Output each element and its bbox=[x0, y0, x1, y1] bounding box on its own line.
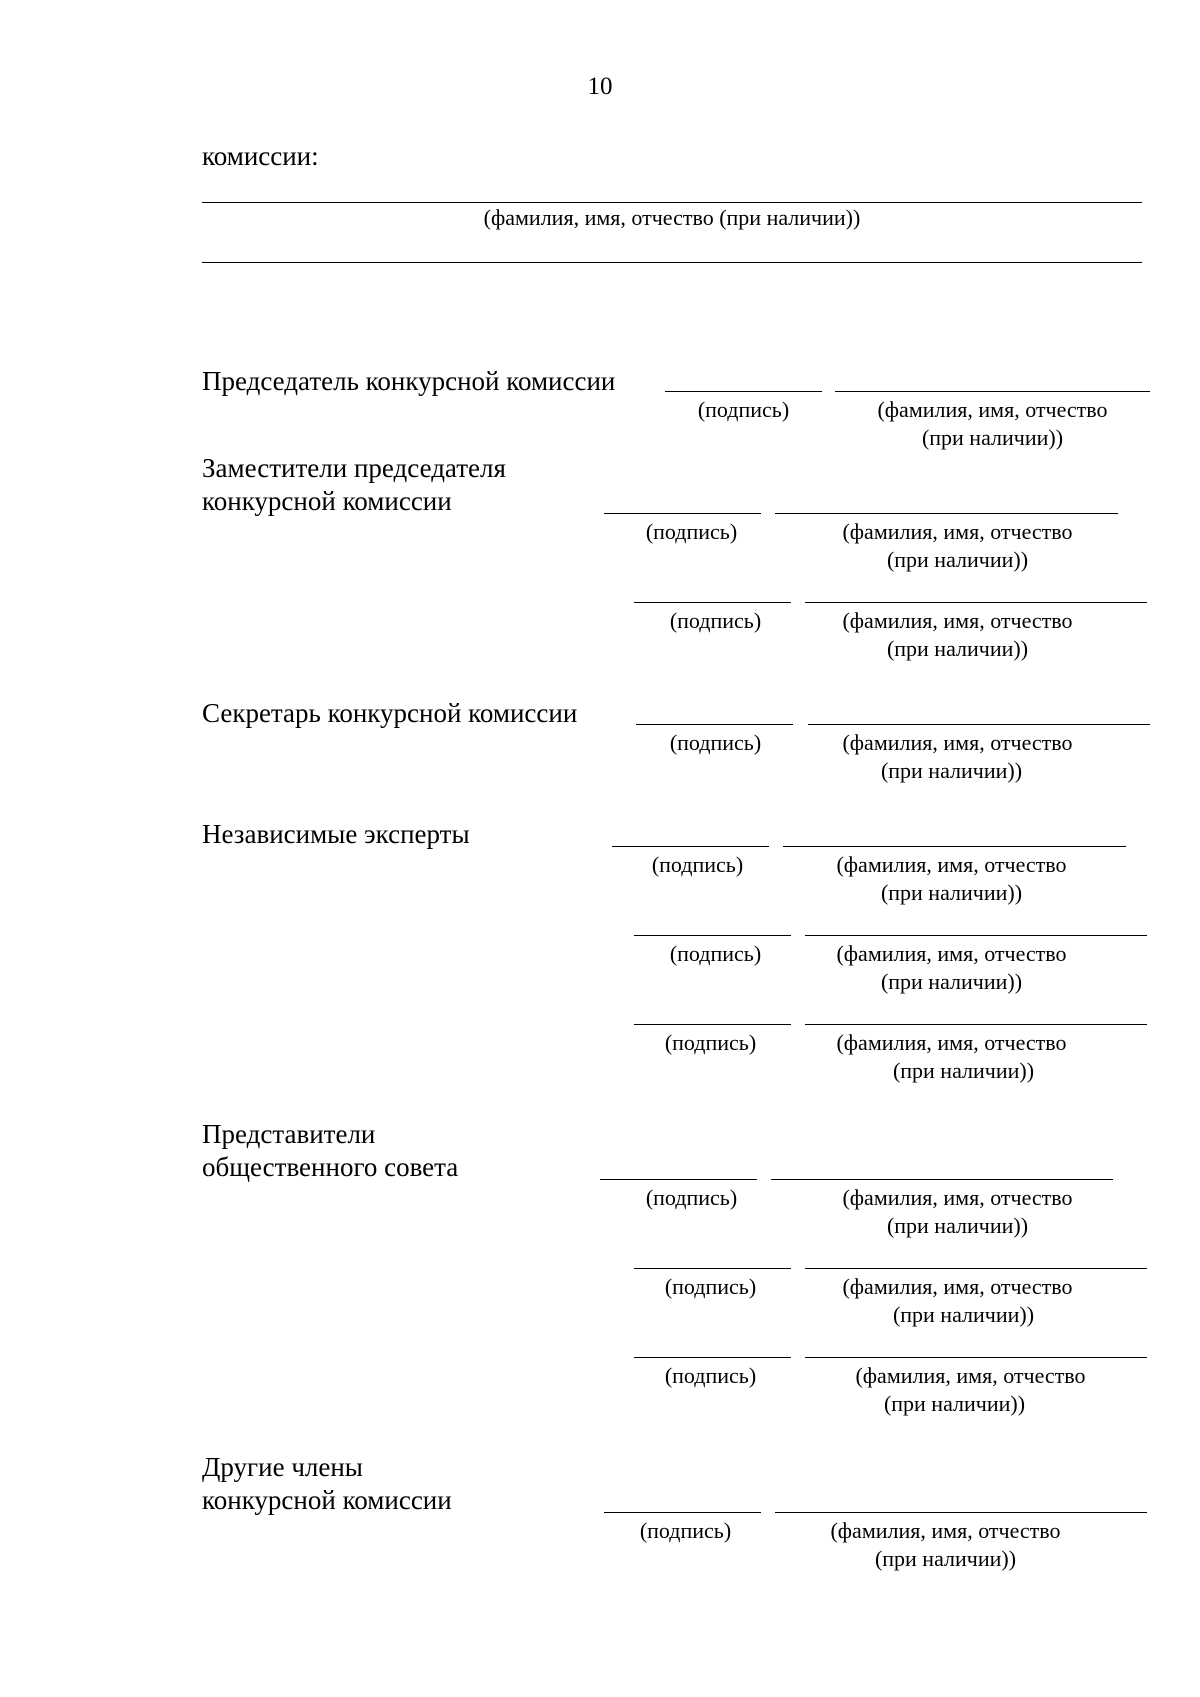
fio-line[interactable] bbox=[775, 1512, 1147, 1513]
signature-caption: (подпись) bbox=[651, 852, 744, 877]
signature-caption: (подпись) bbox=[645, 1185, 738, 1210]
chairman-label: Председатель конкурсной комиссии bbox=[202, 366, 616, 396]
fio-caption: (фамилия, имя, отчество bbox=[830, 1518, 1061, 1543]
signature-line[interactable] bbox=[612, 846, 769, 847]
fio-caption: (фамилия, имя, отчество bbox=[842, 1185, 1073, 1210]
fio-caption: (при наличии)) bbox=[880, 880, 1023, 905]
signature-caption: (подпись) bbox=[697, 397, 790, 422]
fio-line[interactable] bbox=[805, 1357, 1147, 1358]
deputies-label: Заместители председателя bbox=[202, 453, 506, 483]
signature-line[interactable] bbox=[634, 1024, 791, 1025]
other-members-label: конкурсной комиссии bbox=[202, 1485, 452, 1515]
fio-caption: (фамилия, имя, отчество bbox=[842, 730, 1073, 755]
fio-line[interactable] bbox=[775, 513, 1118, 514]
signature-caption: (подпись) bbox=[664, 1363, 757, 1388]
signature-caption: (подпись) bbox=[664, 1274, 757, 1299]
fio-caption: (при наличии)) bbox=[886, 547, 1029, 572]
fio-line[interactable] bbox=[783, 846, 1126, 847]
fio-caption: (при наличии)) bbox=[921, 425, 1064, 450]
fio-caption: (фамилия, имя, отчество bbox=[836, 852, 1067, 877]
fio-caption: (фамилия, имя, отчество bbox=[877, 397, 1108, 422]
signature-caption: (подпись) bbox=[669, 730, 762, 755]
fio-caption: (при наличии)) bbox=[880, 758, 1023, 783]
fio-caption: (при наличии)) bbox=[880, 969, 1023, 994]
signature-line[interactable] bbox=[600, 1179, 757, 1180]
fio-caption: (при наличии)) bbox=[874, 1546, 1017, 1571]
fio-line[interactable] bbox=[805, 935, 1147, 936]
signature-caption: (подпись) bbox=[669, 608, 762, 633]
signature-caption: (подпись) bbox=[645, 519, 738, 544]
fio-caption: (при наличии)) bbox=[892, 1302, 1035, 1327]
public-council-label: общественного совета bbox=[202, 1152, 459, 1182]
signature-caption: (подпись) bbox=[639, 1518, 732, 1543]
fio-caption: (фамилия, имя, отчество bbox=[855, 1363, 1086, 1388]
other-members-label: Другие члены bbox=[202, 1452, 363, 1482]
fio-line[interactable] bbox=[771, 1179, 1113, 1180]
fio-caption: (фамилия, имя, отчество bbox=[836, 941, 1067, 966]
signature-caption: (подпись) bbox=[669, 941, 762, 966]
fio-line[interactable] bbox=[808, 724, 1150, 725]
fio-line[interactable] bbox=[835, 391, 1150, 392]
signature-line[interactable] bbox=[634, 602, 791, 603]
experts-label: Независимые эксперты bbox=[202, 819, 470, 849]
fio-line[interactable] bbox=[805, 602, 1147, 603]
secretary-label: Секретарь конкурсной комиссии bbox=[202, 698, 578, 728]
signature-line[interactable] bbox=[634, 1268, 791, 1269]
fio-caption: (фамилия, имя, отчество bbox=[836, 1030, 1067, 1055]
signature-line[interactable] bbox=[636, 724, 793, 725]
fio-line[interactable] bbox=[202, 202, 1142, 203]
signature-line[interactable] bbox=[634, 1357, 791, 1358]
public-council-label: Представители bbox=[202, 1119, 376, 1149]
fio-line[interactable] bbox=[805, 1268, 1147, 1269]
fio-caption: (фамилия, имя, отчество bbox=[842, 608, 1073, 633]
fio-caption: (при наличии)) bbox=[886, 636, 1029, 661]
fio-caption: (фамилия, имя, отчество (при наличии)) bbox=[483, 205, 861, 230]
fio-caption: (фамилия, имя, отчество bbox=[842, 1274, 1073, 1299]
extra-line[interactable] bbox=[202, 262, 1142, 263]
fio-caption: (при наличии)) bbox=[886, 1213, 1029, 1238]
signature-line[interactable] bbox=[604, 1512, 761, 1513]
page-number: 10 bbox=[587, 73, 613, 100]
signature-line[interactable] bbox=[634, 935, 791, 936]
signature-caption: (подпись) bbox=[664, 1030, 757, 1055]
fio-caption: (при наличии)) bbox=[892, 1058, 1035, 1083]
signature-line[interactable] bbox=[665, 391, 822, 392]
fio-caption: (при наличии)) bbox=[883, 1391, 1026, 1416]
fio-line[interactable] bbox=[805, 1024, 1147, 1025]
header-label: комиссии: bbox=[202, 141, 319, 171]
deputies-label: конкурсной комиссии bbox=[202, 486, 452, 516]
signature-line[interactable] bbox=[604, 513, 761, 514]
fio-caption: (фамилия, имя, отчество bbox=[842, 519, 1073, 544]
